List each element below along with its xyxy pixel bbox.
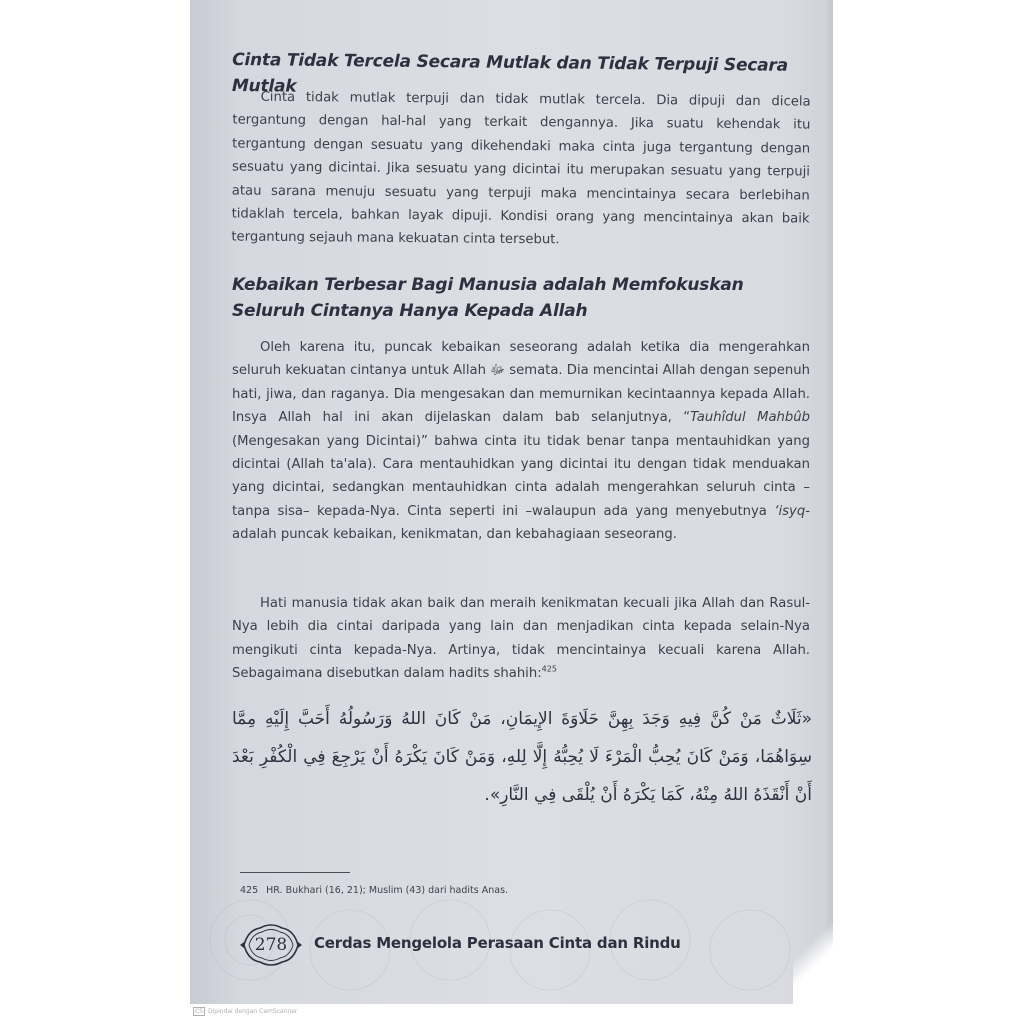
footnote-text: HR. Bukhari (16, 21); Muslim (43) dari hadits Anas. xyxy=(266,885,509,896)
page-number: 278 xyxy=(254,935,288,955)
footnote-reference: 425 xyxy=(541,664,557,674)
paragraph-3 xyxy=(232,592,810,686)
paragraph-1 xyxy=(231,85,810,254)
section-heading-1: Cinta Tidak Tercela Secara Mutlak dan Tidak Terpuji Secara Mutlak xyxy=(231,49,789,97)
section-heading-2: Kebaikan Terbesar Bagi Manusia adalah Memfokuskan Seluruh Cintanya Hanya Kepada Allah xyxy=(232,275,744,321)
footnote-divider xyxy=(240,872,350,873)
running-title: Cerdas Mengelola Perasaan Cinta dan Rindu xyxy=(314,934,681,952)
camscanner-logo-icon: CS xyxy=(195,1008,203,1015)
scanner-watermark xyxy=(193,1007,297,1016)
paragraph-3-text: Hati manusia tidak akan baik dan meraih kenikmatan kecuali jika Allah dan Rasul-Nya lebih dia cintai daripada yang lain dan menjadikan cinta kepada selain-Nya mengikuti cinta kepada-Nya. Artinya, tidak mencintainya kecuali karena Allah. Sebagaimana disebutkan dalam hadits shahih: xyxy=(232,596,810,682)
paragraph-2-part2: (Mengesakan yang Dicintai)” bahwa cinta itu tidak benar tanpa mentauhidkan yang dicintai (Allah ta'ala). Cara mentauhidkan yang dicintai itu dengan tidak menduakan yang dicintai, sedangkan mentauhidkan cinta adalah mengerahkan seluruh cinta –tanpa sisa– kepada-Nya. Cinta seperti ini –walaupun ada yang menyebutnya xyxy=(232,433,810,519)
term-isyq: ‘isyq- xyxy=(774,503,810,519)
footnote xyxy=(240,885,508,896)
paragraph-2 xyxy=(232,336,810,547)
scanner-watermark-text: Dipindai dengan CamScanner xyxy=(208,1008,298,1015)
footnote-number: 425 xyxy=(240,885,259,896)
paragraph-1-text: Cinta tidak mutlak terpuji dan tidak mutlak tercela. Dia dipuji dan dicela tergantung dengan hal-hal yang terkait dengannya. Jika suatu kehendak itu tergantung dengan sesuatu yang dikehendaki maka cinta juga tergantung dengan sesuatu yang dicintai. Jika sesuatu yang dicintai itu merupakan sesuatu yang terpuji atau sarana menuju sesuatu yang terpuji maka mencintainya secara berlebihan tidaklah tercela, bahkan layak dipuji. Kondisi orang yang mencintainya akan baik tergantung sejauh mana kekuatan cinta tersebut. xyxy=(231,89,811,248)
book-page xyxy=(190,0,833,1004)
paragraph-2-part3: adalah puncak kebaikan, kenikmatan, dan kebahagiaan seseorang. xyxy=(232,527,677,543)
hadith-arabic-text: «ثَلَاثٌ مَنْ كُنَّ فِيهِ وَجَدَ بِهِنَّ حَلَاوَةَ الإِيمَانِ، مَنْ كَانَ اللهُ وَرَسُولُهُ أَحَبَّ إِلَيْهِ مِمَّا سِوَاهُمَا، وَمَنْ كَانَ يُحِبُّ الْمَرْءَ لَا يُحِبُّهُ إِلَّا لِلهِ، وَمَنْ كَانَ يَكْرَهُ أَنْ يَرْجِعَ فِي الْكُفْرِ بَعْدَ أَنْ أَنْقَذَهُ اللهُ مِنْهُ، كَمَا يَكْرَهُ أَنْ يُلْقَى فِي النَّارِ». xyxy=(232,709,812,805)
paragraph-2-part1: Oleh karena itu, puncak kebaikan seseorang adalah ketika dia mengerahkan seluruh kekuatan cintanya untuk Allah ﷻ semata. Dia mencintai Allah dengan sepenuh hati, jiwa, dan raganya. Dia mengesakan dan memurnikan kecintaannya kepada Allah. Insya Allah hal ini akan dijelaskan dalam bab selanjutnya, “ xyxy=(232,340,810,426)
term-tauhidul-mahbub: Tauhîdul Mahbûb xyxy=(690,410,811,426)
page-edge-shadow xyxy=(825,0,833,1004)
